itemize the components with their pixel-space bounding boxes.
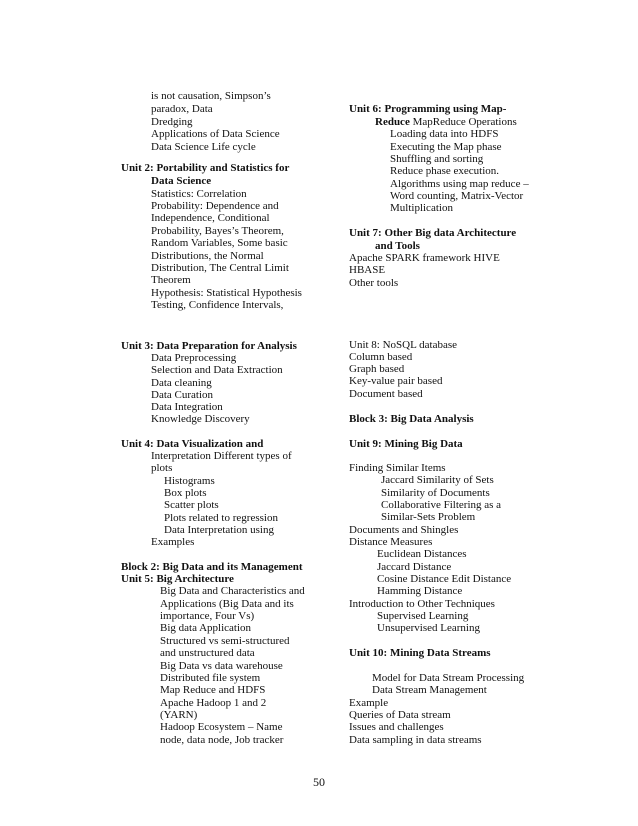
line-continuation-text: MapReduce Operations	[412, 116, 517, 128]
heading-line	[349, 438, 463, 450]
line-text: Issues and challenges	[349, 721, 444, 733]
text-line	[151, 389, 213, 401]
line-text: Data Integration	[151, 401, 223, 413]
line-text: Unit 3: Data Preparation for Analysis	[121, 340, 297, 352]
line-text: Finding Similar Items	[349, 462, 446, 474]
line-text: importance, Four Vs)	[160, 610, 255, 622]
text-line	[349, 388, 423, 400]
text-line	[349, 709, 451, 721]
heading-line	[151, 175, 211, 187]
line-text: Statistics: Correlation	[151, 188, 247, 200]
line-text: Key-value pair based	[349, 375, 443, 387]
line-text: Theorem	[151, 274, 191, 286]
line-text: Euclidean Distances	[377, 548, 467, 560]
text-line	[349, 363, 404, 375]
text-line	[160, 709, 197, 721]
line-text: Hypothesis: Statistical Hypothesis	[151, 287, 302, 299]
heading-line	[121, 438, 263, 450]
text-line	[377, 573, 511, 585]
line-text: Plots related to regression	[164, 512, 278, 524]
text-line	[349, 524, 458, 536]
heading-line	[121, 573, 234, 585]
heading-line	[121, 340, 297, 352]
text-line	[381, 499, 501, 511]
text-line	[151, 200, 279, 212]
line-text: node, data node, Job tracker	[160, 734, 284, 746]
text-line	[151, 413, 250, 425]
text-line	[381, 511, 475, 523]
text-line	[377, 622, 480, 634]
text-line	[151, 287, 302, 299]
line-text: Similarity of Documents	[381, 487, 490, 499]
text-line	[390, 190, 523, 202]
text-line	[377, 610, 468, 622]
line-text: Word counting, Matrix-Vector	[390, 190, 524, 202]
line-text: Multiplication	[390, 202, 453, 214]
text-line	[151, 212, 270, 224]
text-line	[151, 116, 193, 128]
line-text: and Tools	[375, 240, 420, 252]
line-text: Apache Hadoop 1 and 2	[160, 697, 267, 709]
heading-line	[349, 647, 491, 659]
text-line	[151, 103, 213, 115]
text-line	[160, 598, 294, 610]
text-line	[151, 377, 212, 389]
line-text: plots	[151, 462, 173, 474]
text-line	[151, 250, 264, 262]
line-text: Jaccard Similarity of Sets	[381, 474, 494, 486]
line-text: Map Reduce and HDFS	[160, 684, 266, 696]
heading-line	[375, 240, 420, 252]
line-text: Scatter plots	[164, 499, 219, 511]
line-text: Reduce	[375, 116, 410, 128]
text-line	[381, 474, 494, 486]
text-line	[377, 585, 462, 597]
text-line	[151, 352, 236, 364]
text-line	[151, 364, 283, 376]
line-text: Independence, Conditional	[151, 212, 270, 224]
line-text: Dredging	[151, 116, 193, 128]
line-text: paradox, Data	[151, 103, 213, 115]
line-text: Unit 10: Mining Data Streams	[349, 647, 491, 659]
line-text: Block 3: Big Data Analysis	[349, 413, 474, 425]
line-text: Shuffling and sorting	[390, 153, 484, 165]
line-text: Big Data vs data warehouse	[160, 660, 283, 672]
line-text: Introduction to Other Techniques	[349, 598, 495, 610]
line-text: Big Data and Characteristics and	[160, 585, 305, 597]
line-text: Knowledge Discovery	[151, 413, 250, 425]
text-line	[377, 561, 451, 573]
line-text: Hadoop Ecosystem – Name	[160, 721, 283, 733]
line-text: Probability, Bayes’s Theorem,	[151, 225, 284, 237]
text-line	[349, 339, 457, 351]
text-line	[151, 274, 191, 286]
text-line	[349, 351, 412, 363]
line-text: Documents and Shingles	[349, 524, 459, 536]
text-line	[164, 475, 215, 487]
line-text: Queries of Data stream	[349, 709, 451, 721]
text-line	[151, 299, 283, 311]
line-text: Model for Data Stream Processing	[372, 672, 525, 684]
text-line	[390, 128, 498, 140]
line-text: Probability: Dependence and	[151, 200, 279, 212]
line-text: Jaccard Distance	[377, 561, 452, 573]
line-text: Applications (Big Data and its	[160, 598, 294, 610]
text-line	[377, 548, 467, 560]
line-text: Loading data into HDFS	[390, 128, 499, 140]
text-line	[151, 401, 223, 413]
text-line	[160, 721, 283, 733]
line-text: Unit 8: NoSQL database	[349, 339, 458, 351]
text-line	[390, 202, 453, 214]
line-text: HBASE	[349, 264, 386, 276]
line-text: Unit 9: Mining Big Data	[349, 438, 463, 450]
text-line	[381, 487, 490, 499]
line-text: Reduce phase execution.	[390, 165, 500, 177]
line-text: Data Stream Management	[372, 684, 487, 696]
line-text: Other tools	[349, 277, 399, 289]
line-text: Data sampling in data streams	[349, 734, 482, 746]
text-line	[349, 734, 482, 746]
text-line	[160, 585, 305, 597]
text-line	[151, 188, 247, 200]
line-text: Unit 7: Other Big data Architecture	[349, 227, 517, 239]
heading-line	[349, 103, 506, 115]
line-text: Applications of Data Science	[151, 128, 280, 140]
text-line	[164, 487, 206, 499]
text-line	[349, 252, 500, 264]
line-text: Block 2: Big Data and its Management	[121, 561, 303, 573]
text-line	[164, 512, 278, 524]
line-text: Interpretation Different types of	[151, 450, 292, 462]
text-line	[164, 524, 274, 536]
heading-line	[121, 162, 289, 174]
text-line	[151, 128, 280, 140]
line-text: Data Science	[151, 175, 212, 187]
line-text: Unit 5: Big Architecture	[121, 573, 234, 585]
text-line	[390, 141, 502, 153]
line-text: Algorithms using map reduce –	[390, 178, 529, 190]
line-text: Apache SPARK framework HIVE	[349, 252, 500, 264]
heading-line	[375, 116, 517, 128]
text-line	[372, 684, 487, 696]
text-line	[160, 734, 283, 746]
line-text: Document based	[349, 388, 423, 400]
text-line	[160, 697, 266, 709]
text-line	[151, 450, 292, 462]
text-line	[349, 375, 442, 387]
line-text: Executing the Map phase	[390, 141, 502, 153]
text-line	[151, 262, 289, 274]
line-text: Distributed file system	[160, 672, 261, 684]
line-text: Distance Measures	[349, 536, 433, 548]
text-line	[390, 178, 529, 190]
text-line	[160, 610, 254, 622]
text-line	[164, 499, 219, 511]
heading-line	[349, 227, 516, 239]
line-text: (YARN)	[160, 709, 198, 721]
line-text: Unsupervised Learning	[377, 622, 480, 634]
text-line	[349, 598, 495, 610]
line-text: Unit 6: Programming using Map-	[349, 103, 507, 115]
text-line	[349, 277, 398, 289]
line-text: and unstructured data	[160, 647, 255, 659]
line-text: Unit 4: Data Visualization and	[121, 438, 264, 450]
text-line	[160, 684, 265, 696]
line-text: Graph based	[349, 363, 405, 375]
line-text: Data Preprocessing	[151, 352, 237, 364]
line-text: Data Interpretation using	[164, 524, 274, 536]
heading-line	[349, 413, 474, 425]
text-line	[160, 622, 251, 634]
text-line	[160, 672, 260, 684]
text-line	[151, 141, 256, 153]
line-text: Random Variables, Some basic	[151, 237, 288, 249]
text-line	[372, 672, 524, 684]
line-text: Supervised Learning	[377, 610, 469, 622]
text-line	[349, 462, 446, 474]
line-text: Examples	[151, 536, 195, 548]
line-text: Data Curation	[151, 389, 214, 401]
text-line	[160, 635, 290, 647]
line-text: Distribution, The Central Limit	[151, 262, 289, 274]
line-text: Example	[349, 697, 389, 709]
text-line	[151, 90, 271, 102]
line-text: Collaborative Filtering as a	[381, 499, 502, 511]
text-line	[151, 462, 172, 474]
line-text: Histograms	[164, 475, 215, 487]
text-line	[151, 225, 284, 237]
line-text: Column based	[349, 351, 413, 363]
line-text: Testing, Confidence Intervals,	[151, 299, 284, 311]
line-text: Cosine Distance Edit Distance	[377, 573, 512, 585]
text-line	[349, 697, 388, 709]
page-number: 50	[313, 775, 325, 789]
line-text: Similar-Sets Problem	[381, 511, 476, 523]
text-line	[151, 536, 194, 548]
line-text: Data cleaning	[151, 377, 212, 389]
line-text: is not causation, Simpson’s	[151, 90, 271, 102]
line-text: Unit 2: Portability and Statistics for	[121, 162, 290, 174]
line-text: Box plots	[164, 487, 207, 499]
text-line	[349, 536, 432, 548]
line-text: Structured vs semi-structured	[160, 635, 290, 647]
text-line	[160, 660, 283, 672]
line-text: Hamming Distance	[377, 585, 463, 597]
text-line	[390, 165, 499, 177]
line-text: Selection and Data Extraction	[151, 364, 283, 376]
text-line	[151, 237, 288, 249]
line-text: Big data Application	[160, 622, 252, 634]
line-text: Distributions, the Normal	[151, 250, 264, 262]
text-line	[349, 721, 444, 733]
text-line	[390, 153, 483, 165]
text-line	[160, 647, 255, 659]
line-text: Data Science Life cycle	[151, 141, 256, 153]
heading-line	[121, 561, 303, 573]
text-line	[349, 264, 385, 276]
